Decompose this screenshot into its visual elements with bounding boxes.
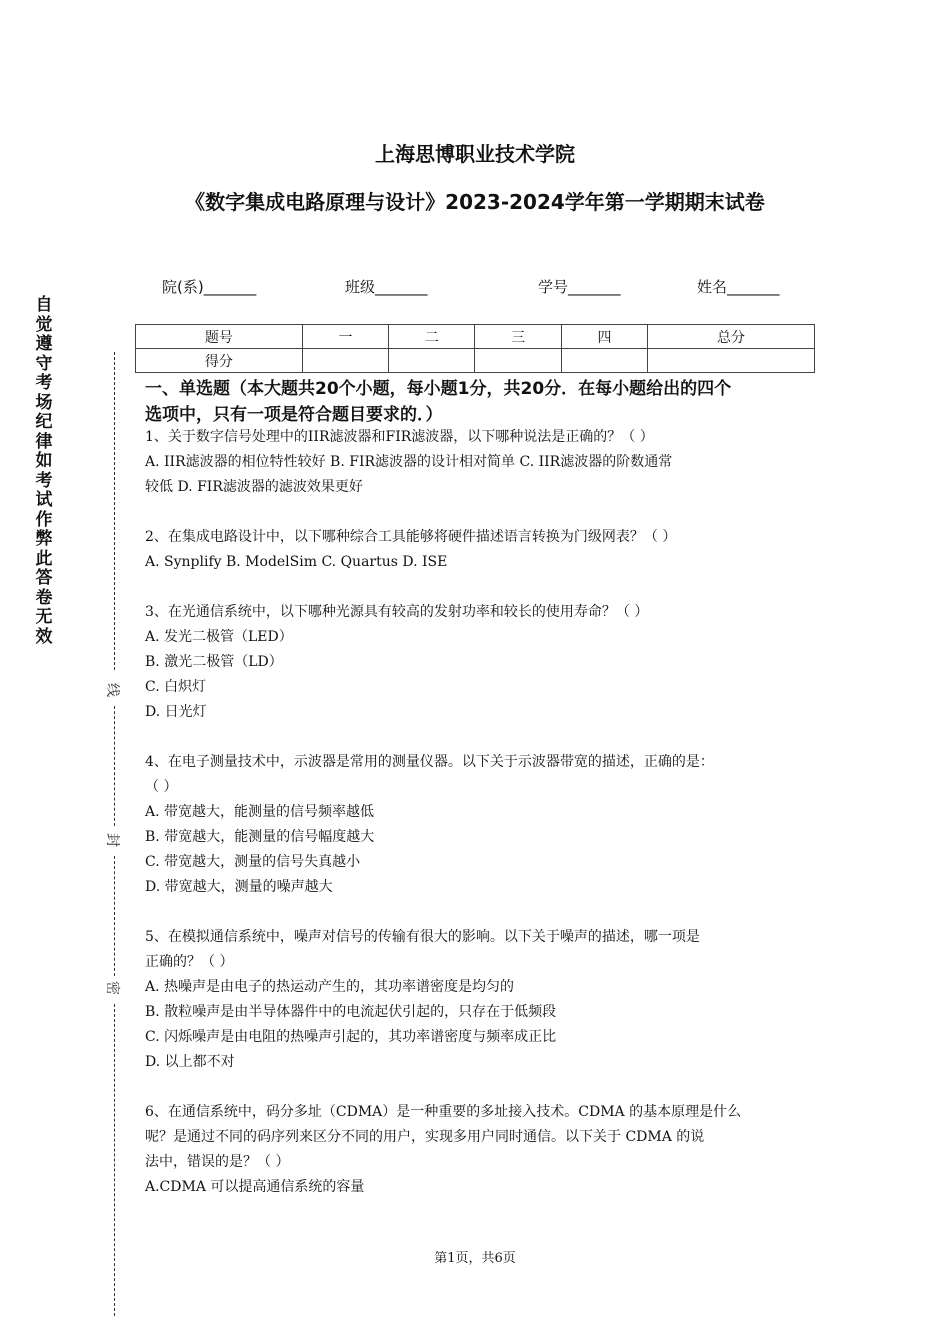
question-line: C. 闪烁噪声是由电阻的热噪声引起的，其功率谱密度与频率成正比 (145, 1029, 557, 1045)
table-cell: 得分 (136, 349, 303, 373)
question-line: 较低 D. FIR滤波器的滤波效果更好 (145, 479, 363, 495)
question-line: 正确的？（ ） (145, 954, 234, 970)
question-list (145, 425, 825, 1225)
binding-line (114, 706, 115, 826)
question-3 (145, 600, 825, 725)
question-line: 5、在模拟通信系统中，噪声对信号的传输有很大的影响。以下关于噪声的描述，哪一项是 (145, 929, 700, 945)
question-line: 3、在光通信系统中，以下哪种光源具有较高的发射功率和较长的使用寿命？（ ） (145, 604, 649, 620)
binding-line (114, 856, 115, 976)
question-line: C. 带宽越大，测量的信号失真越小 (145, 854, 361, 870)
section-heading-line: 一、单选题（本大题共20个小题，每小题1分，共20分．在每小题给出的四个 (145, 379, 732, 399)
question-line: 6、在通信系统中，码分多址（CDMA）是一种重要的多址接入技术。CDMA 的基本原理是什么 (145, 1104, 742, 1120)
question-line: D. 带宽越大，测量的噪声越大 (145, 879, 333, 895)
question-line: B. 激光二极管（LD） (145, 654, 283, 670)
score-cell (648, 349, 815, 373)
question-line: A. IIR滤波器的相位特性较好 B. FIR滤波器的设计相对简单 C. IIR滤波器的阶数通常 (145, 454, 673, 470)
field-name: 姓名_______ (697, 278, 780, 296)
question-line: A. Synplify B. ModelSim C. Quartus D. ISE (145, 554, 448, 570)
binding-mark-secret: 密 (104, 981, 120, 995)
question-line: 1、关于数字信号处理中的IIR滤波器和FIR滤波器，以下哪种说法是正确的？（ ） (145, 429, 654, 445)
binding-line (114, 352, 115, 670)
table-cell: 题号 (136, 325, 303, 349)
question-5 (145, 925, 825, 1075)
question-line: D. 以上都不对 (145, 1054, 235, 1070)
field-department: 院(系)_______ (162, 278, 257, 296)
question-line: 呢？是通过不同的码序列来区分不同的用户，实现多用户同时通信。以下关于 CDMA 的说 (145, 1129, 705, 1145)
score-table (135, 324, 815, 373)
question-line: B. 散粒噪声是由半导体器件中的电流起伏引起的，只存在于低频段 (145, 1004, 557, 1020)
question-6 (145, 1100, 825, 1200)
table-row (136, 349, 815, 373)
question-2 (145, 525, 825, 575)
table-cell: 三 (475, 325, 561, 349)
question-line: 4、在电子测量技术中，示波器是常用的测量仪器。以下关于示波器带宽的描述，正确的是： (145, 754, 714, 770)
binding-mark-line: 线 (104, 683, 120, 697)
table-cell: 四 (561, 325, 647, 349)
question-line: （ ） (145, 779, 178, 795)
binding-line (114, 1004, 115, 1316)
page-footer: 第1页，共6页 (434, 1251, 516, 1266)
question-line: A. 带宽越大，能测量的信号频率越低 (145, 804, 375, 820)
binding-mark-seal: 封 (104, 833, 120, 847)
side-notice: 自觉遵守考场纪律如考试作弊此答卷无效 (35, 295, 53, 647)
question-line: B. 带宽越大，能测量的信号幅度越大 (145, 829, 375, 845)
question-1 (145, 425, 825, 500)
question-line: A.CDMA 可以提高通信系统的容量 (145, 1179, 365, 1195)
table-cell: 总分 (648, 325, 815, 349)
question-4 (145, 750, 825, 900)
score-cell (475, 349, 561, 373)
school-name: 上海思博职业技术学院 (375, 142, 575, 166)
section-heading (145, 376, 825, 428)
field-student-id: 学号_______ (538, 278, 621, 296)
score-cell (389, 349, 475, 373)
question-line: A. 热噪声是由电子的热运动产生的，其功率谱密度是均匀的 (145, 979, 515, 995)
table-cell: 一 (302, 325, 388, 349)
section-heading-line: 选项中，只有一项是符合题目要求的．） (145, 405, 443, 425)
table-cell: 二 (389, 325, 475, 349)
question-line: D. 日光灯 (145, 704, 207, 720)
question-line: A. 发光二极管（LED） (145, 629, 293, 645)
score-cell (561, 349, 647, 373)
table-header-row (136, 325, 815, 349)
question-line: 2、在集成电路设计中，以下哪种综合工具能够将硬件描述语言转换为门级网表？（ ） (145, 529, 677, 545)
question-line: C. 白炽灯 (145, 679, 207, 695)
score-cell (302, 349, 388, 373)
question-line: 法中，错误的是？（ ） (145, 1154, 290, 1170)
field-class: 班级_______ (345, 278, 428, 296)
exam-title: 《数字集成电路原理与设计》2023-2024学年第一学期期末试卷 (185, 190, 765, 214)
